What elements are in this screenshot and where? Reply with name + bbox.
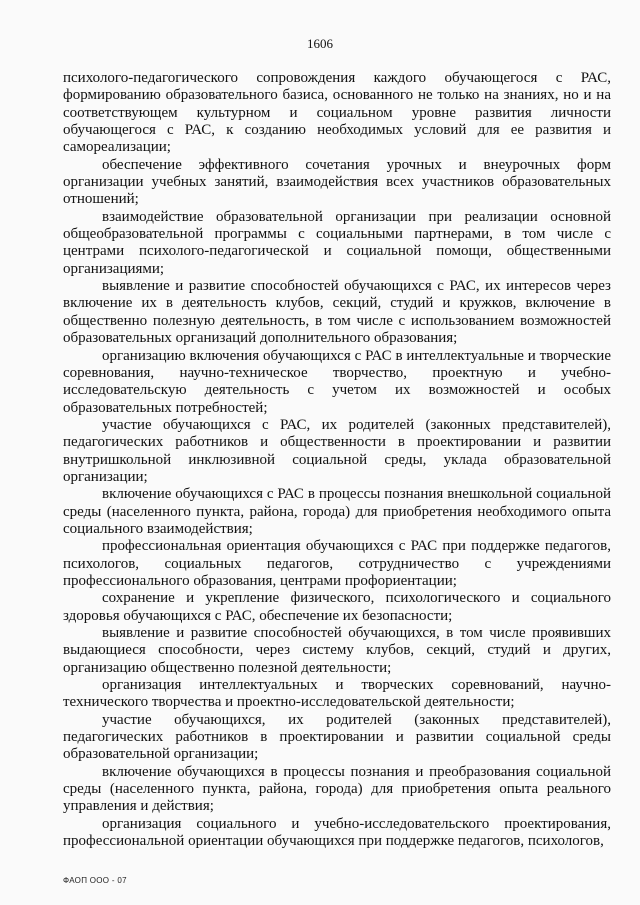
paragraph: обеспечение эффективного сочетания урочных и внеурочных форм организации учебных занятий, взаимодействия всех участников образовательных отношений; [63, 156, 611, 208]
paragraph: организацию включения обучающихся с РАС в интеллектуальные и творческие соревнования, научно-техническое творчество, проектную и учебно-исследовательскую деятельность с учетом их возможностей и особых образовательных потребностей; [63, 347, 611, 416]
paragraph: участие обучающихся, их родителей (законных представителей), педагогических работников в проектировании и развитии социальной среды образовательной организации; [63, 711, 611, 763]
paragraph: сохранение и укрепление физического, психологического и социального здоровья обучающихся с РАС, обеспечение их безопасности; [63, 590, 611, 624]
paragraph: участие обучающихся с РАС, их родителей (законных представителей), педагогических работников и общественности в проектировании и развитии внутришкольной инклюзивной социальной среды, уклада образовательной организации; [63, 416, 611, 485]
paragraph: взаимодействие образовательной организации при реализации основной общеобразовательной программы с социальными партнерами, в том числе с центрами психолого-педагогической и социальной помощи, общественными организациями; [63, 208, 611, 277]
paragraph: организация интеллектуальных и творческих соревнований, научно-технического творчества и проектно-исследовательской деятельности; [63, 677, 611, 711]
paragraph: выявление и развитие способностей обучающихся, в том числе проявивших выдающиеся способности, через систему клубов, секций, студий и других, организацию общественно полезной деятельности; [63, 625, 611, 676]
document-body [63, 70, 611, 850]
paragraph: включение обучающихся в процессы познания и преобразования социальной среды (населенного пункта, района, города) для приобретения опыта реального управления и действия; [63, 763, 611, 815]
paragraph: включение обучающихся с РАС в процессы познания внешкольной социальной среды (населенного пункта, района, города) для приобретения необходимого опыта социального взаимодействия; [63, 486, 611, 537]
paragraph: психолого-педагогического сопровождения каждого обучающегося с РАС, формированию образовательного базиса, основанного не только на знаниях, но и на соответствующем культурном и социальном уровне развития личности обучающегося с РАС, к созданию необходимых условий для ее развития и самореализации; [63, 70, 611, 156]
paragraph: профессиональная ориентация обучающихся с РАС при поддержке педагогов, психологов, социальных педагогов, сотрудничество с учреждениями профессионального образования, центрами профориентации; [63, 538, 611, 589]
paragraph: выявление и развитие способностей обучающихся с РАС, их интересов через включение их в деятельность клубов, секций, студий и кружков, включение в общественно полезную деятельность, в том числе с использованием возможностей образовательных организаций дополнительного образования; [63, 278, 611, 347]
page-number: 1606 [307, 36, 333, 51]
footer-code: ФАОП ООО - 07 [63, 876, 127, 885]
paragraph: организация социального и учебно-исследовательского проектирования, профессиональной ориентации обучающихся при поддержке педагогов, психологов, [63, 815, 611, 850]
